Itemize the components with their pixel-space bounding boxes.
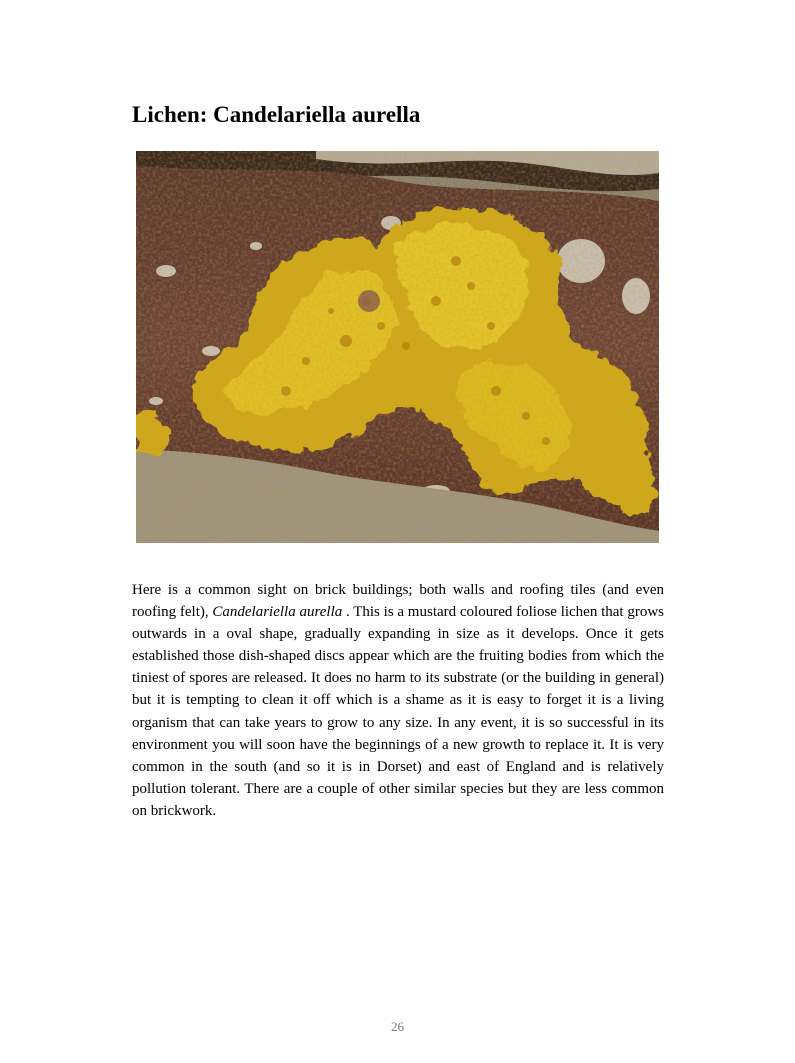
body-paragraph <box>132 579 664 822</box>
body-text-before-name: Here is a common sight on brick buildings; both walls and roofing tiles (and even roofing felt), <box>132 582 664 621</box>
lichen-photo <box>136 151 659 543</box>
page-number: 26 <box>391 1019 404 1034</box>
species-name: Candelariella aurella <box>212 604 343 621</box>
body-text-after-name: . This is a mustard coloured foliose lichen that grows outwards in a oval shape, gradually expanding in size as it develops. Once it gets established those dish-shaped discs appear which are the fruiting bodies from which the tiniest of spores are released. It does no harm to its substrate (or the building in general) but it is tempting to clean it off which is a shame as it is easy to forget it is a living organism that can take years to grow to any size. In any event, it is so successful in its environment you will soon have the beginnings of a new growth to replace it. It is very common in the south (and so it is in Dorset) and east of England and is relatively pollution tolerant. There are a couple of other similar species but they are less common on brickwork. <box>132 604 664 819</box>
page-title: Lichen: Candelariella aurella <box>132 102 421 127</box>
